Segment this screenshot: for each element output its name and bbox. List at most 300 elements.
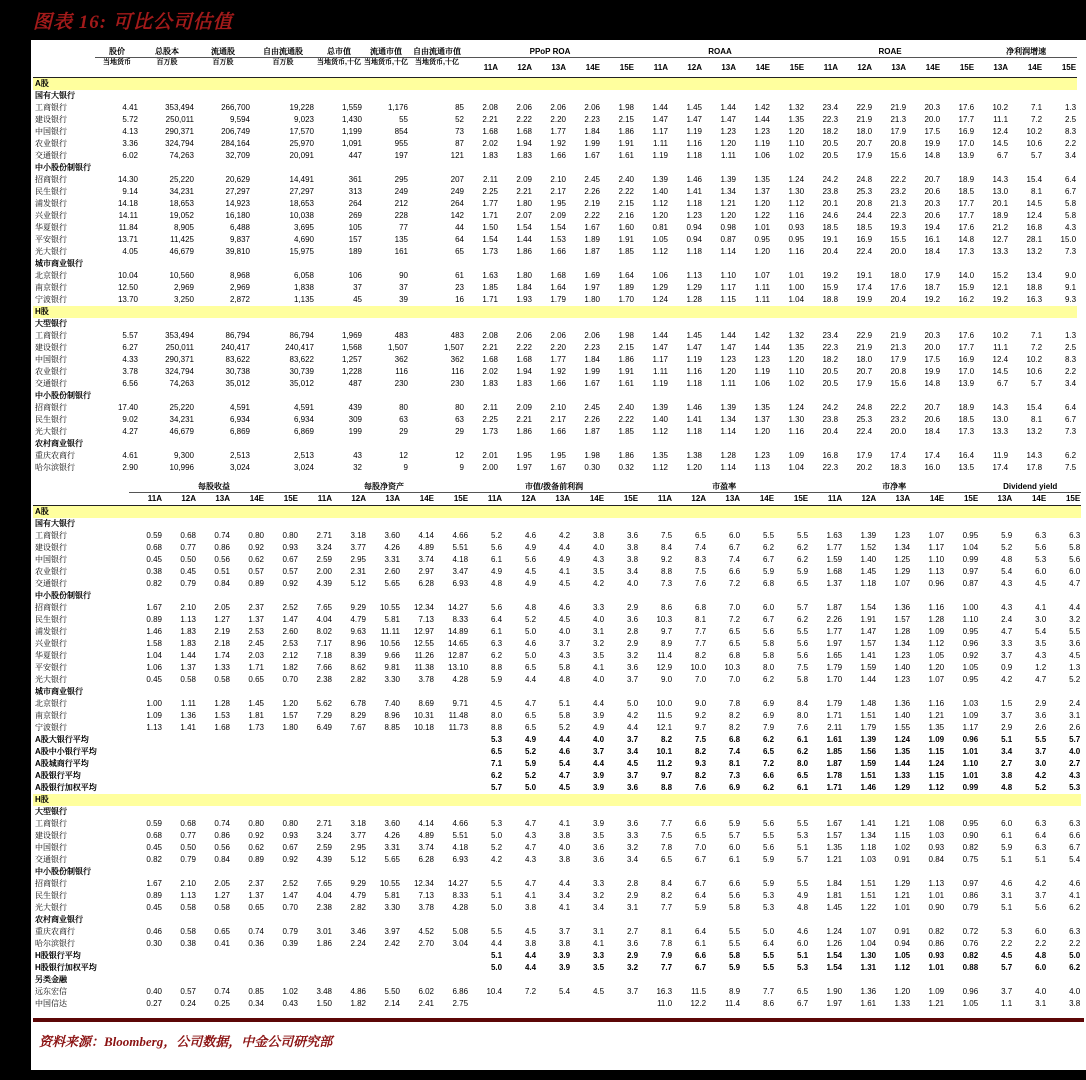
cell: 7.7: [660, 963, 673, 973]
cell: 5.8: [1064, 211, 1077, 221]
cell: 4.4: [1069, 603, 1081, 613]
cell: 6.7: [728, 543, 741, 553]
cell: 6.56: [122, 379, 138, 389]
cell: 20.5: [822, 139, 839, 149]
cell: [231, 746, 265, 758]
subsection-row: [33, 914, 1081, 926]
cell: 46,679: [169, 427, 194, 437]
cell: 6.6: [694, 951, 707, 961]
cell: 2.37: [248, 879, 264, 889]
row-label: H股银行平均: [35, 951, 81, 961]
cell: 1.11: [755, 283, 771, 293]
cell: 17.8: [1026, 463, 1043, 473]
cell: 1.73: [248, 723, 264, 733]
cell: 2.26: [584, 187, 600, 197]
data-row: [33, 366, 1077, 378]
cell: 12.4: [1026, 211, 1043, 221]
cell: 0.74: [248, 927, 264, 937]
cell: 3.9: [592, 783, 605, 793]
cell: 1.36: [860, 987, 877, 997]
cell: 1.47: [686, 343, 703, 353]
cell: 1.07: [894, 579, 911, 589]
cell: 3.2: [1069, 615, 1081, 625]
cell: [367, 770, 401, 782]
average-row: [33, 734, 1081, 746]
cell: 1.61: [860, 999, 877, 1009]
cell: 5.0: [524, 627, 537, 637]
cell: 1.54: [516, 223, 532, 233]
cell: 2.9: [626, 951, 639, 961]
cell: 12.2: [690, 999, 707, 1009]
cell: [299, 782, 333, 794]
cell: 34,231: [169, 187, 194, 197]
cell: 1.39: [860, 735, 877, 745]
cell: 8.2: [660, 735, 673, 745]
cell: 0.58: [180, 675, 196, 685]
cell: 3.7: [1001, 711, 1013, 721]
cell: 0.27: [146, 999, 162, 1009]
cell: 5.3: [797, 963, 809, 973]
cell: 1,568: [341, 343, 362, 353]
cell: 3.8: [558, 831, 571, 841]
cell: 20.7: [856, 367, 873, 377]
cell: 0.58: [214, 903, 230, 913]
cell: 20.8: [890, 367, 907, 377]
cell: 1.90: [826, 987, 843, 997]
cell: 8.8: [660, 567, 673, 577]
cell: 3.8: [558, 939, 571, 949]
cell: 4.8: [558, 675, 571, 685]
cell: 4.8: [524, 603, 537, 613]
cell: 0.38: [180, 939, 196, 949]
cell: 22.4: [856, 427, 873, 437]
cell: 1.68: [516, 355, 532, 365]
cell: 15.9: [822, 283, 839, 293]
cell: 4.0: [558, 843, 571, 853]
cell: 7.4: [728, 747, 741, 757]
cell: 2.09: [516, 175, 532, 185]
cell: 14.3: [992, 403, 1009, 413]
cell: 12: [455, 451, 464, 461]
cell: 5.5: [762, 531, 775, 541]
cell: 8.0: [797, 759, 809, 769]
cell: 8.2: [694, 651, 707, 661]
cell: 1.85: [482, 283, 498, 293]
row-label: 光大银行: [35, 247, 67, 257]
cell: 3.7: [1035, 747, 1047, 757]
cell: 1.53: [214, 711, 230, 721]
cell: 1.23: [894, 675, 911, 685]
cell: 2.00: [316, 567, 333, 577]
cell: [299, 950, 333, 962]
cell: 1.98: [584, 451, 600, 461]
cell: 5.1: [490, 951, 503, 961]
cell: 6.4: [762, 939, 775, 949]
cell: 2.06: [550, 103, 566, 113]
cell: 12.4: [992, 355, 1009, 365]
cell: 80: [399, 403, 408, 413]
cell: 2.22: [584, 211, 600, 221]
cell: 0.82: [146, 579, 162, 589]
column-header: 15E: [945, 493, 979, 506]
cell: 19.2: [924, 295, 941, 305]
row-label: 兴业银行: [35, 639, 67, 649]
cell: 1.13: [180, 891, 196, 901]
data-row: [33, 210, 1077, 222]
cell: 20,091: [289, 151, 314, 161]
cell: 0.81: [652, 223, 669, 233]
cell: 2.31: [350, 567, 367, 577]
row-label: 建设银行: [35, 543, 67, 553]
cell: 7.7: [660, 903, 673, 913]
cell: 7.5: [694, 735, 707, 745]
cell: 20.0: [890, 247, 907, 257]
cell: 0.57: [282, 567, 299, 577]
cell: 3.7: [626, 771, 639, 781]
cell: 73: [455, 127, 464, 137]
row-label: 哈尔滨银行: [35, 939, 75, 949]
report-body: [31, 40, 1086, 1070]
cell: 4.0: [592, 615, 605, 625]
cell: 1,199: [341, 127, 362, 137]
cell: 86,794: [225, 331, 250, 341]
cell: 1.61: [618, 151, 635, 161]
cell: 0.57: [248, 567, 264, 577]
cell: 6.7: [694, 963, 707, 973]
cell: 1.44: [720, 103, 737, 113]
cell: 1.59: [860, 663, 877, 673]
cell: 8.6: [660, 603, 673, 613]
cell: 4.1: [558, 819, 571, 829]
cell: 3.1: [1035, 999, 1047, 1009]
cell: 24.8: [856, 175, 873, 185]
cell: [299, 734, 333, 746]
cell: [401, 758, 435, 770]
valuation-table-part1: [33, 45, 1077, 474]
cell: 18.9: [958, 175, 975, 185]
cell: 1.15: [928, 747, 945, 757]
cell: 1,507: [443, 343, 464, 353]
cell: 5.51: [452, 543, 469, 553]
cell: 6.0: [728, 531, 741, 541]
cell: 3.6: [626, 615, 639, 625]
cell: 7.40: [384, 699, 401, 709]
cell: 2.6: [1035, 723, 1047, 733]
cell: 4.89: [418, 831, 435, 841]
cell: 4.6: [1001, 879, 1013, 889]
cell: 0.45: [146, 555, 162, 565]
row-label: 重庆农商行: [35, 451, 75, 461]
cell: 3.01: [316, 927, 333, 937]
cell: 3.6: [626, 819, 639, 829]
column-header: 12A: [163, 493, 197, 506]
cell: 2.22: [516, 115, 532, 125]
cell: 1.21: [928, 999, 945, 1009]
cell: 8.4: [660, 879, 673, 889]
cell: 5.5: [728, 939, 741, 949]
cell: 12.7: [992, 235, 1009, 245]
cell: 14.65: [448, 639, 469, 649]
cell: 4.5: [592, 987, 605, 997]
cell: 5.6: [762, 843, 775, 853]
cell: 6.2: [797, 543, 809, 553]
cell: 1.47: [860, 627, 877, 637]
cell: 17.3: [958, 247, 975, 257]
cell: 1.01: [962, 771, 979, 781]
cell: 18.7: [924, 283, 941, 293]
cell: 7.4: [694, 543, 707, 553]
cell: 17.5: [924, 355, 941, 365]
data-row: [33, 662, 1081, 674]
cell: 1.47: [652, 343, 669, 353]
cell: 2.60: [384, 567, 401, 577]
cell: 3.5: [592, 831, 605, 841]
cell: 1.85: [618, 247, 635, 257]
cell: 1.71: [248, 663, 264, 673]
column-header: 14E: [1009, 58, 1043, 78]
cell: 3.4: [1064, 379, 1077, 389]
cell: 4.1: [1069, 891, 1081, 901]
cell: 1.16: [788, 211, 805, 221]
data-row: [33, 174, 1077, 186]
cell: 1.29: [652, 283, 669, 293]
cell: 1.85: [826, 747, 843, 757]
section-row: [33, 306, 1077, 318]
cell: 65: [455, 247, 464, 257]
cell: 3.8: [1001, 771, 1013, 781]
cell: 20.3: [924, 199, 941, 209]
cell: 1.13: [180, 615, 196, 625]
cell: 5.0: [490, 963, 503, 973]
cell: 1.5: [1001, 699, 1013, 709]
cell: 1.16: [686, 139, 703, 149]
cell: 2.5: [1064, 343, 1077, 353]
cell: 5.9: [762, 567, 775, 577]
cell: 0.62: [248, 555, 264, 565]
cell: 14.3: [1026, 451, 1043, 461]
cell: 7.2: [524, 987, 537, 997]
cell: 4.9: [524, 543, 537, 553]
cell: 3.77: [350, 543, 367, 553]
cell: 1.33: [214, 663, 230, 673]
cell: 64: [455, 235, 464, 245]
section-row: [33, 506, 1081, 519]
cell: 6.5: [490, 747, 503, 757]
cell: 264: [348, 199, 362, 209]
cell: 1.58: [146, 639, 162, 649]
cell: 1.44: [860, 675, 877, 685]
cell: 3.8: [626, 543, 639, 553]
cell: 17.4: [992, 463, 1009, 473]
cell: 1,176: [387, 103, 408, 113]
cell: 5.3: [490, 819, 503, 829]
cell: 5.62: [316, 699, 333, 709]
cell: 2.82: [350, 903, 367, 913]
data-row: [33, 530, 1081, 542]
cell: 1.59: [860, 759, 877, 769]
cell: 1.51: [860, 891, 877, 901]
cell: 1.20: [788, 355, 805, 365]
cell: 0.99: [962, 555, 979, 565]
cell: 0.90: [928, 903, 945, 913]
cell: 17.6: [958, 103, 975, 113]
cell: 3.7: [626, 987, 639, 997]
cell: 14.8: [924, 151, 941, 161]
cell: 2.38: [316, 903, 333, 913]
cell: 0.92: [248, 543, 264, 553]
cell: 5.7: [797, 603, 809, 613]
cell: 4.9: [490, 567, 503, 577]
cell: 0.77: [180, 831, 196, 841]
cell: 21.3: [890, 343, 907, 353]
cell: 13.4: [1026, 271, 1043, 281]
cell: 5.1: [797, 843, 809, 853]
cell: 324,794: [165, 139, 194, 149]
cell: 7.5: [1064, 463, 1077, 473]
data-row: [33, 330, 1077, 342]
cell: 22.3: [822, 343, 839, 353]
cell: 4.3: [1064, 223, 1077, 233]
cell: 9.0: [694, 699, 707, 709]
row-label: 北京银行: [35, 699, 67, 709]
cell: 1.19: [686, 127, 703, 137]
cell: 1.51: [860, 879, 877, 889]
cell: 1.20: [686, 463, 703, 473]
cell: 5.5: [1035, 735, 1047, 745]
cell: 14.8: [958, 235, 975, 245]
cell: 3.5: [592, 963, 605, 973]
cell: 3.1: [1069, 711, 1081, 721]
cell: 1.45: [860, 567, 877, 577]
subsection-row: [33, 438, 1077, 450]
cell: 7.5: [660, 831, 673, 841]
cell: [435, 746, 469, 758]
cell: 0.82: [146, 855, 162, 865]
cell: 3.6: [626, 663, 639, 673]
cell: [231, 770, 265, 782]
cell: 11.4: [725, 999, 741, 1009]
cell: 1.50: [316, 999, 333, 1009]
cell: 18.5: [856, 223, 873, 233]
cell: 6.1: [490, 555, 503, 565]
cell: 1.13: [686, 271, 703, 281]
cell: 12.9: [656, 663, 673, 673]
cell: 23.4: [822, 103, 839, 113]
cell: 2.21: [516, 187, 532, 197]
cell: 3.6: [626, 783, 639, 793]
cell: 1.78: [826, 771, 843, 781]
cell: 4.28: [452, 675, 469, 685]
cell: 7.13: [418, 891, 435, 901]
cell: 2.7: [1001, 759, 1013, 769]
cell: 1.34: [720, 187, 737, 197]
cell: 1.44: [754, 343, 771, 353]
cell: 52: [455, 115, 464, 125]
cell: 8.2: [694, 747, 707, 757]
cell: 1.34: [720, 415, 737, 425]
cell: 212: [394, 199, 408, 209]
column-header: 13A: [975, 58, 1009, 78]
cell: 14,923: [225, 199, 250, 209]
cell: 14,491: [289, 175, 314, 185]
cell: 1.00: [962, 603, 979, 613]
cell: 4.3: [1035, 651, 1047, 661]
cell: 20.4: [822, 427, 839, 437]
cell: 1.46: [860, 783, 877, 793]
cell: 5.8: [558, 663, 571, 673]
cell: 5.9: [762, 879, 775, 889]
cell: 2.01: [482, 451, 498, 461]
data-row: [33, 150, 1077, 162]
cell: 5.08: [452, 927, 469, 937]
column-header: 11A: [805, 58, 839, 78]
row-label: 宁波银行: [35, 723, 67, 733]
row-label: 民生银行: [35, 415, 67, 425]
cell: 3.5: [592, 567, 605, 577]
cell: 1.46: [686, 175, 703, 185]
column-header: 14E: [567, 58, 601, 78]
cell: 9.71: [452, 699, 469, 709]
cell: 10.0: [690, 663, 707, 673]
subsection-row: [33, 258, 1077, 270]
cell: 1.63: [482, 271, 498, 281]
cell: 18.9: [992, 211, 1009, 221]
cell: 1.01: [962, 747, 979, 757]
cell: 1.06: [146, 663, 162, 673]
cell: 3.30: [384, 675, 401, 685]
column-group-label: 流通股: [195, 45, 251, 58]
average-row: [33, 746, 1081, 758]
cell: 2.22: [516, 343, 532, 353]
cell: 20.7: [856, 139, 873, 149]
cell: [435, 950, 469, 962]
cell: 2.4: [1001, 615, 1013, 625]
cell: 3.78: [418, 675, 435, 685]
cell: 20.3: [924, 103, 941, 113]
cell: 9.2: [660, 555, 673, 565]
data-row: [33, 674, 1081, 686]
cell: 1.73: [482, 247, 498, 257]
cell: 3.48: [316, 987, 333, 997]
cell: 3.24: [316, 543, 333, 553]
cell: 7.9: [762, 723, 775, 733]
cell: 3.7: [1001, 987, 1013, 997]
cell: 0.92: [282, 579, 299, 589]
cell: 6.4: [1064, 403, 1077, 413]
cell: 2.71: [316, 819, 333, 829]
row-label: 农业银行: [35, 567, 67, 577]
cell: 74,263: [169, 379, 194, 389]
cell: 9.1: [1064, 283, 1077, 293]
cell: 3.2: [592, 639, 605, 649]
cell: 20.0: [890, 427, 907, 437]
column-group-label: Dividend yield: [979, 480, 1081, 493]
cell: 0.68: [146, 831, 162, 841]
cell: 1.36: [894, 699, 911, 709]
cell: 5.9: [1001, 531, 1013, 541]
cell: 1.54: [826, 951, 843, 961]
column-header: 14E: [231, 493, 265, 506]
cell: 1.17: [928, 543, 945, 553]
section-label: 中小股份制银行: [35, 163, 91, 173]
cell: 1.01: [928, 963, 945, 973]
cell: 6.3: [1069, 927, 1081, 937]
cell: 2.90: [122, 463, 138, 473]
column-header: 13A: [877, 493, 911, 506]
cell: 23.4: [822, 331, 839, 341]
cell: 1.19: [686, 355, 703, 365]
cell: 5.5: [490, 927, 503, 937]
